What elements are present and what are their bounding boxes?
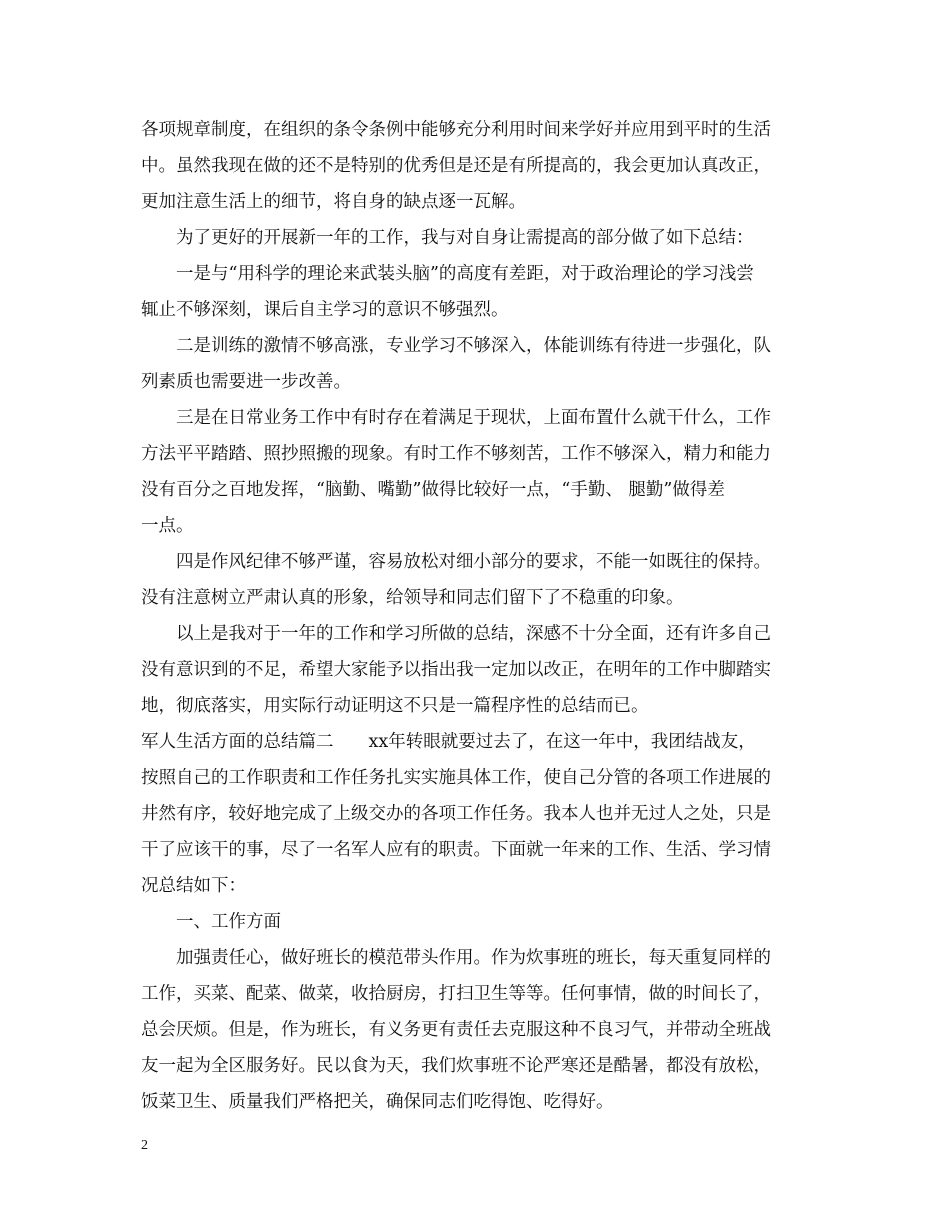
text-line: 为了更好的开展新一年的工作，我与对自身让需提高的部分做了如下总结：: [176, 228, 754, 248]
text-line: 没有百分之百地发挥，“脑勤、嘴勤”做得比较好一点，“手勤、 腿勤”做得差: [141, 480, 725, 500]
text-line: 饭菜卫生、质量我们严格把关，确保同志们吃得饱、吃得好。: [141, 1092, 614, 1112]
text-line: 友一起为全区服务好。民以食为天，我们炊事班不论严寒还是酷暑，都没有放松，: [141, 1056, 771, 1076]
text-line: 中。虽然我现在做的还不是特别的优秀但是还是有所提高的，我会更加认真改正，: [141, 156, 771, 176]
page-number: 2: [141, 1138, 148, 1153]
text-line: 地，彻底落实，用实际行动证明这不只是一篇程序性的总结而已。: [141, 696, 649, 716]
text-line: 工作，买菜、配菜、做菜，收拾厨房，打扫卫生等等。任何事情，做的时间长了，: [141, 984, 771, 1004]
text-line: 加强责任心，做好班长的模范带头作用。作为炊事班的班长，每天重复同样的: [176, 948, 771, 968]
text-line: 列素质也需要进一步改善。: [141, 372, 351, 392]
text-line: 各项规章制度，在组织的条令条例中能够充分利用时间来学好并应用到平时的生活: [141, 120, 771, 140]
section-heading: 一、工作方面: [176, 912, 281, 932]
text-line: 辄止不够深刻，课后自主学习的意识不够强烈。: [141, 300, 509, 320]
text-line: 四是作风纪律不够严谨，容易放松对细小部分的要求，不能一如既往的保持。: [176, 552, 771, 572]
text-line: 按照自己的工作职责和工作任务扎实实施具体工作，使自己分管的各项工作进展的: [141, 768, 771, 788]
text-line: 一是与“用科学的理论来武装头脑”的高度有差距，对于政治理论的学习浅尝: [176, 264, 754, 284]
text-line: 方法平平踏踏、照抄照搬的现象。有时工作不够刻苦，工作不够深入，精力和能力: [141, 444, 771, 464]
text-line: 干了应该干的事，尽了一名军人应有的职责。下面就一年来的工作、生活、学习情: [141, 840, 771, 860]
text-line: 一点。: [141, 516, 194, 536]
text-line: 二是训练的激情不够高涨，专业学习不够深入，体能训练有待进一步强化，队: [176, 336, 771, 356]
text-line: 三是在日常业务工作中有时存在着满足于现状，上面布置什么就干什么，工作: [176, 408, 771, 428]
text-line: 军人生活方面的总结篇二 xx年转眼就要过去了，在这一年中，我团结战友，: [141, 732, 756, 752]
text-line: 以上是我对于一年的工作和学习所做的总结，深感不十分全面，还有许多自己: [176, 624, 771, 644]
text-line: 总会厌烦。但是，作为班长，有义务更有责任去克服这种不良习气，并带动全班战: [141, 1020, 771, 1040]
text-line: 更加注意生活上的细节，将自身的缺点逐一瓦解。: [141, 192, 526, 212]
text-line: 没有意识到的不足，希望大家能予以指出我一定加以改正，在明年的工作中脚踏实: [141, 660, 771, 680]
text-line: 井然有序，较好地完成了上级交办的各项工作任务。我本人也并无过人之处，只是: [141, 804, 771, 824]
text-line: 没有注意树立严肃认真的形象，给领导和同志们留下了不稳重的印象。: [141, 588, 684, 608]
text-line: 况总结如下：: [141, 876, 246, 896]
